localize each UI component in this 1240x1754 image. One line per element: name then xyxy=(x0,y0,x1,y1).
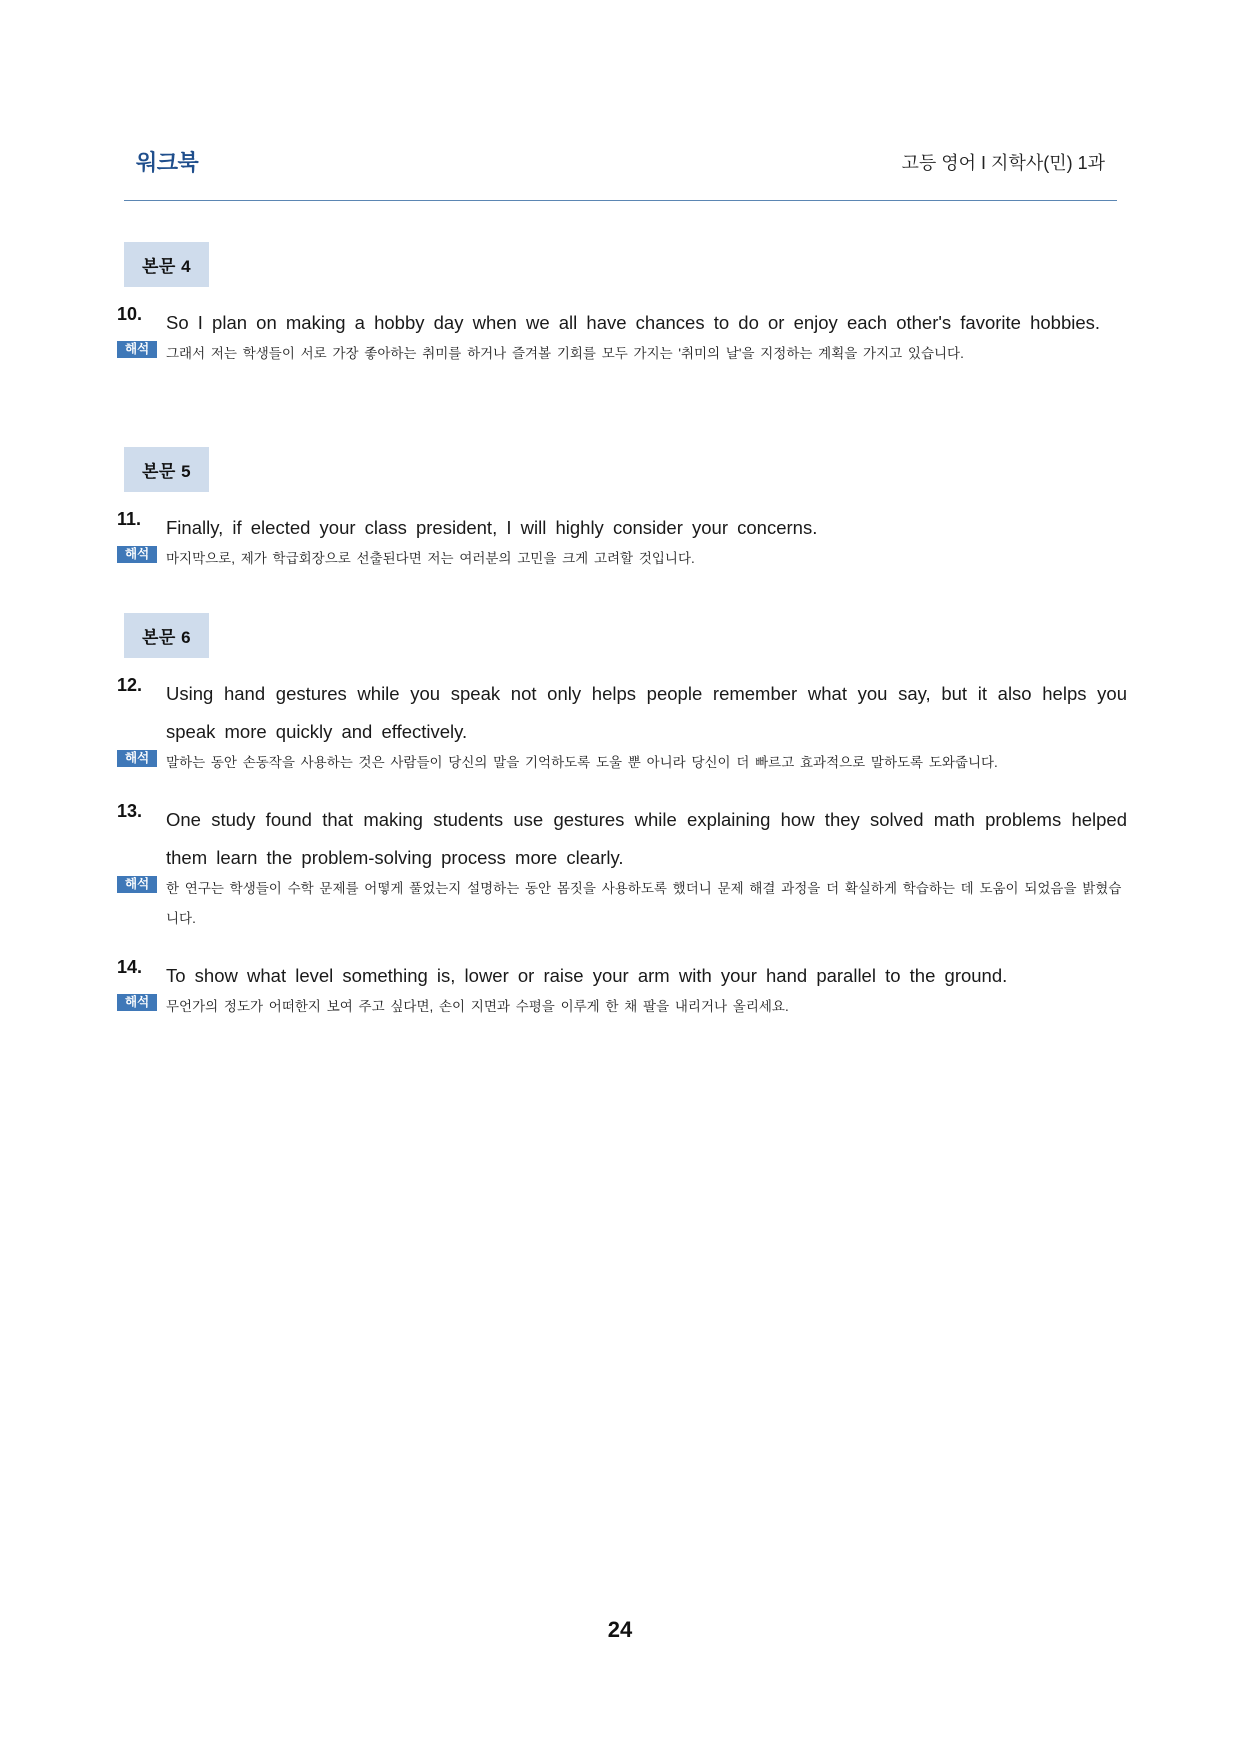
workbook-title: 워크북 xyxy=(136,150,199,175)
section-label: 본문 4 xyxy=(124,242,209,287)
korean-translation: 마지막으로, 제가 학급회장으로 선출된다면 저는 여러분의 고민을 크게 고려할 것입니다. xyxy=(166,551,695,566)
translation-tag: 해석 xyxy=(117,546,157,563)
section-passage-4 xyxy=(117,242,1127,414)
english-sentence: One study found that making students use gestures while explaining how they solved math problems helped them learn the problem-solving process more clearly. xyxy=(166,809,1127,868)
translation xyxy=(117,339,1127,369)
korean-translation: 무언가의 정도가 어떠한지 보여 주고 싶다면, 손이 지면과 수평을 이루게 한 채 팔을 내리거나 올리세요. xyxy=(166,999,789,1014)
section-label: 본문 5 xyxy=(124,447,209,492)
section-passage-6 xyxy=(117,613,1127,1022)
course-info: 고등 영어 I 지학사(민) 1과 xyxy=(901,153,1105,173)
english-sentence: To show what level something is, lower or raise your arm with your hand parallel to the ground. xyxy=(166,965,1008,986)
english-sentence: Using hand gestures while you speak not only helps people remember what you say, but it also helps you speak more quickly and effectively. xyxy=(166,683,1127,742)
section-label: 본문 6 xyxy=(124,613,209,658)
item-number: 12. xyxy=(117,675,143,695)
item-number: 11. xyxy=(117,509,142,529)
translation-tag: 해석 xyxy=(117,341,157,358)
item-number: 14. xyxy=(117,957,143,977)
korean-translation: 한 연구는 학생들이 수학 문제를 어떻게 풀었는지 설명하는 동안 몸짓을 사용하도록 했더니 문제 해결 과정을 더 확실하게 학습하는 데 도움이 되었음을 밝혔습니다. xyxy=(166,881,1122,926)
translation xyxy=(117,874,1127,934)
korean-translation: 그래서 저는 학생들이 서로 가장 좋아하는 취미를 하거나 즐겨볼 기회를 모두 가지는 '취미의 날'을 지정하는 계획을 가지고 있습니다. xyxy=(166,346,964,361)
korean-translation: 말하는 동안 손동작을 사용하는 것은 사람들이 당신의 말을 기억하도록 도울 뿐 아니라 당신이 더 빠르고 효과적으로 말하도록 도와줍니다. xyxy=(166,755,998,770)
sentence-item xyxy=(117,801,1127,934)
english-sentence: Finally, if elected your class president, I will highly consider your concerns. xyxy=(166,517,818,538)
translation-tag: 해석 xyxy=(117,994,157,1011)
translation xyxy=(117,544,1127,574)
page-content xyxy=(117,242,1127,1022)
section-passage-5 xyxy=(117,447,1127,578)
item-number: 10. xyxy=(117,304,143,324)
translation xyxy=(117,748,1127,778)
item-number: 13. xyxy=(117,801,143,821)
translation xyxy=(117,992,1127,1022)
translation-tag: 해석 xyxy=(117,750,157,767)
page-header xyxy=(124,128,1117,201)
sentence-item xyxy=(117,957,1127,1022)
sentence-item xyxy=(117,304,1127,369)
page-number: 24 xyxy=(607,1617,633,1642)
sentence-item xyxy=(117,509,1127,574)
english-sentence: So I plan on making a hobby day when we all have chances to do or enjoy each other's favorite hobbies. xyxy=(166,312,1101,333)
sentence-item xyxy=(117,675,1127,778)
translation-tag: 해석 xyxy=(117,876,157,893)
